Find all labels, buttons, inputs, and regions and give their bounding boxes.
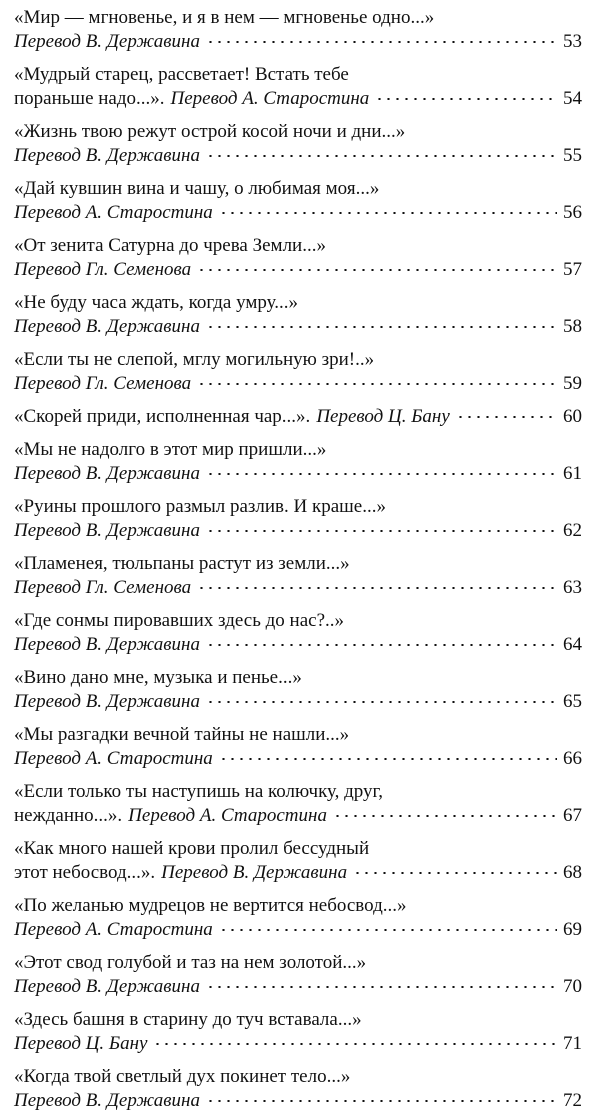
translator: Перевод В. Державина: [14, 463, 200, 484]
translator: Перевод В. Державина: [14, 31, 200, 52]
toc-entries: [14, 6, 582, 1113]
toc-leader-line: [14, 258, 582, 282]
dot-leader: [219, 929, 557, 931]
toc-entry: [14, 63, 582, 111]
toc-entry: [14, 177, 582, 225]
poem-title: «Здесь башня в старину до туч вставала...»: [14, 1009, 362, 1030]
poem-title: «Не буду часа ждать, когда умру...»: [14, 292, 298, 313]
toc-entry: [14, 951, 582, 999]
toc-entry: [14, 1008, 582, 1056]
poem-title: «Как много нашей крови пролил бессудный: [14, 838, 370, 859]
poem-title: «Этот свод голубой и таз на нем золотой...»: [14, 952, 367, 973]
toc-entry: [14, 120, 582, 168]
toc-leader-line: [14, 747, 582, 771]
translator: Перевод А. Старостина: [14, 919, 213, 940]
translator: Перевод Ц. Бану: [316, 406, 450, 427]
page-number: 53: [563, 31, 582, 52]
dot-leader: [206, 473, 557, 475]
translator: Перевод В. Державина: [14, 691, 200, 712]
dot-leader: [333, 815, 557, 817]
toc-entry: [14, 609, 582, 657]
poem-title: «По желанью мудрецов не вертится небосвод...»: [14, 895, 407, 916]
toc-leader-line: [14, 201, 582, 225]
poem-title: «Когда твой светлый дух покинет тело...»: [14, 1066, 351, 1087]
toc-entry: [14, 348, 582, 396]
page-number: 70: [563, 976, 582, 997]
poem-title-end: нежданно...».: [14, 805, 123, 826]
toc-leader-line: [14, 30, 582, 54]
translator: Перевод А. Старостина: [128, 805, 327, 826]
dot-leader: [206, 41, 557, 43]
toc-leader-line: [14, 918, 582, 942]
poem-title: «Если ты не слепой, мглу могильную зри!..»: [14, 349, 375, 370]
poem-title-end: «Скорей приди, исполненная чар...».: [14, 406, 311, 427]
translator: Перевод В. Державина: [14, 520, 200, 541]
dot-leader: [197, 383, 557, 385]
toc-entry: [14, 1065, 582, 1113]
translator: Перевод Гл. Семенова: [14, 577, 192, 598]
translator: Перевод В. Державина: [14, 634, 200, 655]
dot-leader: [219, 212, 557, 214]
dot-leader: [206, 986, 557, 988]
toc-leader-line: [14, 975, 582, 999]
toc-entry: [14, 894, 582, 942]
dot-leader: [206, 644, 557, 646]
page-number: 67: [563, 805, 582, 826]
page-number: 57: [563, 259, 582, 280]
toc-entry: [14, 234, 582, 282]
page-number: 63: [563, 577, 582, 598]
poem-title: «Мир — мгновенье, и я в нем — мгновенье одно...»: [14, 7, 435, 28]
toc-entry: [14, 291, 582, 339]
poem-title: «Дай кувшин вина и чашу, о любимая моя...»: [14, 178, 380, 199]
translator: Перевод В. Державина: [161, 862, 348, 883]
page-number: 61: [563, 463, 582, 484]
page-number: 68: [563, 862, 582, 883]
toc-leader-line: [14, 405, 582, 429]
toc-leader-line: [14, 1032, 582, 1056]
translator: Перевод В. Державина: [14, 1090, 200, 1111]
toc-entry: [14, 6, 582, 54]
toc-leader-line: [14, 804, 582, 828]
page-number: 58: [563, 316, 582, 337]
page-number: 64: [563, 634, 582, 655]
dot-leader: [197, 269, 557, 271]
translator: Перевод А. Старостина: [170, 88, 370, 109]
toc-entry: [14, 666, 582, 714]
dot-leader: [197, 587, 557, 589]
translator: Перевод Ц. Бану: [14, 1033, 148, 1054]
dot-leader: [206, 530, 557, 532]
translator: Перевод Гл. Семенова: [14, 259, 192, 280]
page-number: 66: [563, 748, 582, 769]
toc-entry: [14, 405, 582, 429]
dot-leader: [219, 758, 557, 760]
dot-leader: [206, 326, 557, 328]
toc-leader-line: [14, 576, 582, 600]
toc-leader-line: [14, 519, 582, 543]
poem-title: «Вино дано мне, музыка и пенье...»: [14, 667, 302, 688]
page-number: 54: [563, 88, 582, 109]
page-number: 59: [563, 373, 582, 394]
toc-leader-line: [14, 633, 582, 657]
page-number: 62: [563, 520, 582, 541]
translator: Перевод Гл. Семенова: [14, 373, 192, 394]
translator: Перевод В. Державина: [14, 316, 200, 337]
toc-entry: [14, 438, 582, 486]
dot-leader: [353, 872, 557, 874]
poem-title: «Если только ты наступишь на колючку, друг,: [14, 781, 383, 802]
dot-leader: [375, 98, 557, 100]
poem-title: «Пламенея, тюльпаны растут из земли...»: [14, 553, 350, 574]
page-number: 60: [563, 406, 582, 427]
toc-entry: [14, 723, 582, 771]
toc-entry: [14, 552, 582, 600]
poem-title-end: пораньше надо...».: [14, 88, 165, 109]
poem-title: «Мы не надолго в этот мир пришли...»: [14, 439, 327, 460]
dot-leader: [456, 416, 557, 418]
page-number: 55: [563, 145, 582, 166]
poem-title: «Мудрый старец, рассветает! Встать тебе: [14, 64, 349, 85]
poem-title: «От зенита Сатурна до чрева Земли...»: [14, 235, 326, 256]
toc-leader-line: [14, 462, 582, 486]
toc-leader-line: [14, 87, 582, 111]
poem-title: «Руины прошлого размыл разлив. И краше...»: [14, 496, 386, 517]
toc-entry: [14, 837, 582, 885]
poem-title-end: этот небосвод...».: [14, 862, 156, 883]
toc-leader-line: [14, 144, 582, 168]
page-number: 71: [563, 1033, 582, 1054]
dot-leader: [206, 155, 557, 157]
dot-leader: [153, 1043, 557, 1045]
poem-title: «Жизнь твою режут острой косой ночи и дни...»: [14, 121, 406, 142]
translator: Перевод В. Державина: [14, 145, 200, 166]
translator: Перевод А. Старостина: [14, 202, 213, 223]
poem-title: «Где сонмы пировавших здесь до нас?..»: [14, 610, 345, 631]
page-number: 65: [563, 691, 582, 712]
translator: Перевод А. Старостина: [14, 748, 213, 769]
toc-entry: [14, 780, 582, 828]
poem-title: «Мы разгадки вечной тайны не нашли...»: [14, 724, 350, 745]
page-number: 72: [563, 1090, 582, 1111]
dot-leader: [206, 1100, 557, 1102]
toc-leader-line: [14, 861, 582, 885]
toc-leader-line: [14, 690, 582, 714]
toc-leader-line: [14, 1089, 582, 1113]
translator: Перевод В. Державина: [14, 976, 200, 997]
toc-leader-line: [14, 372, 582, 396]
toc-entry: [14, 495, 582, 543]
page-number: 56: [563, 202, 582, 223]
dot-leader: [206, 701, 557, 703]
page-number: 69: [563, 919, 582, 940]
toc-leader-line: [14, 315, 582, 339]
